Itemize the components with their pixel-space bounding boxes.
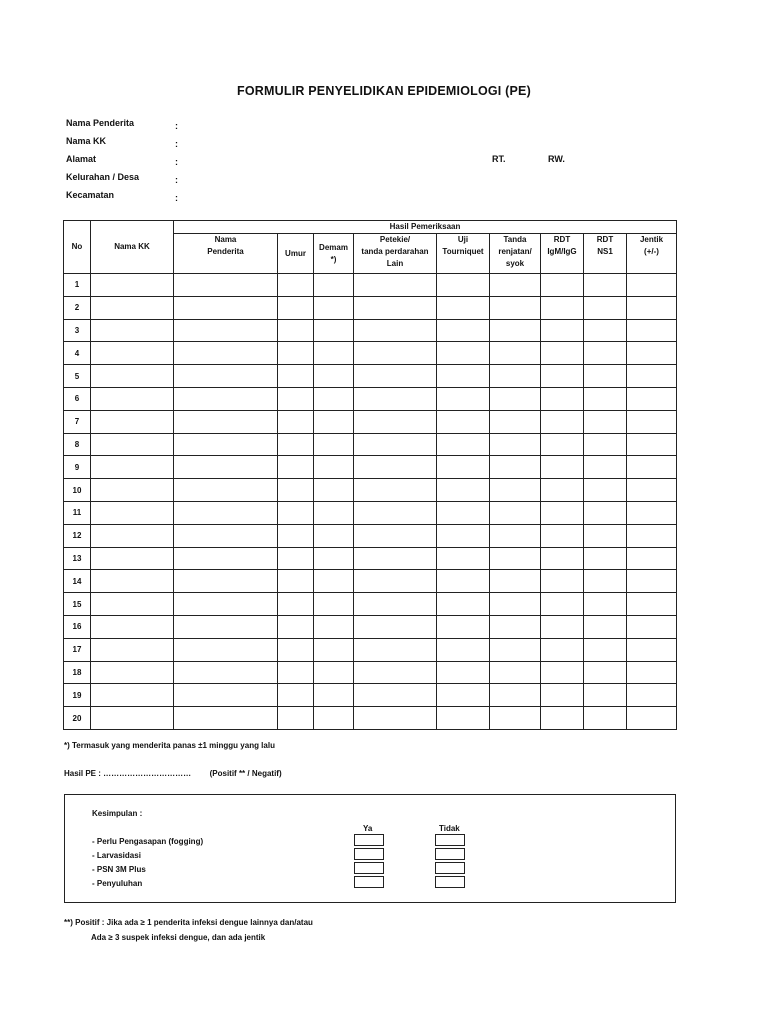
table-cell[interactable]	[490, 274, 541, 297]
table-cell[interactable]	[314, 570, 354, 593]
table-cell[interactable]	[490, 524, 541, 547]
table-cell[interactable]	[437, 456, 490, 479]
table-cell[interactable]	[278, 342, 314, 365]
table-cell[interactable]	[584, 274, 627, 297]
table-cell[interactable]	[174, 319, 278, 342]
table-row	[64, 615, 677, 638]
field-colon: :	[175, 175, 178, 185]
table-cell[interactable]	[174, 456, 278, 479]
field-colon: :	[175, 121, 178, 131]
table-cell[interactable]	[627, 274, 677, 297]
kesimpulan-item-penyuluhan: - Penyuluhan	[92, 879, 143, 888]
row-number: 11	[64, 501, 91, 524]
field-nama-kk	[66, 136, 686, 154]
row-number: 17	[64, 638, 91, 661]
table-cell[interactable]	[278, 433, 314, 456]
table-cell[interactable]	[627, 410, 677, 433]
table-cell[interactable]	[91, 342, 174, 365]
table-cell[interactable]	[541, 319, 584, 342]
row-number: 4	[64, 342, 91, 365]
pe-table	[63, 220, 677, 730]
table-cell[interactable]	[354, 570, 437, 593]
table-cell[interactable]	[174, 615, 278, 638]
table-cell[interactable]	[354, 319, 437, 342]
table-cell[interactable]	[541, 615, 584, 638]
table-row	[64, 501, 677, 524]
table-cell[interactable]	[91, 661, 174, 684]
table-cell[interactable]	[541, 479, 584, 502]
kesimpulan-item-fogging: - Perlu Pengasapan (fogging)	[92, 837, 204, 846]
table-cell[interactable]	[627, 456, 677, 479]
table-cell[interactable]	[314, 501, 354, 524]
table-cell[interactable]	[584, 593, 627, 616]
table-cell[interactable]	[278, 615, 314, 638]
table-cell[interactable]	[584, 296, 627, 319]
table-cell[interactable]	[278, 547, 314, 570]
table-cell[interactable]	[354, 615, 437, 638]
table-cell[interactable]	[314, 707, 354, 730]
table-row	[64, 661, 677, 684]
table-cell[interactable]	[490, 501, 541, 524]
table-row	[64, 479, 677, 502]
checkbox-ya-larvasidasi[interactable]	[354, 848, 384, 860]
table-cell[interactable]	[490, 296, 541, 319]
table-cell[interactable]	[627, 365, 677, 388]
table-row	[64, 319, 677, 342]
table-cell[interactable]	[354, 593, 437, 616]
header-tanda-renjatan: Tanda renjatan/ syok	[490, 234, 541, 274]
table-cell[interactable]	[437, 501, 490, 524]
table-cell[interactable]	[91, 615, 174, 638]
header-rdt-ns1: RDT NS1	[584, 234, 627, 274]
row-number: 19	[64, 684, 91, 707]
table-cell[interactable]	[354, 684, 437, 707]
checkbox-ya-fogging[interactable]	[354, 834, 384, 846]
table-cell[interactable]	[278, 274, 314, 297]
table-cell[interactable]	[541, 638, 584, 661]
table-cell[interactable]	[627, 570, 677, 593]
table-row	[64, 342, 677, 365]
header-demam: Demam *)	[314, 234, 354, 274]
checkbox-tidak-larvasidasi[interactable]	[435, 848, 465, 860]
table-cell[interactable]	[490, 707, 541, 730]
table-cell[interactable]	[174, 479, 278, 502]
table-cell[interactable]	[174, 684, 278, 707]
table-cell[interactable]	[541, 707, 584, 730]
table-cell[interactable]	[584, 501, 627, 524]
table-cell[interactable]	[541, 593, 584, 616]
table-cell[interactable]	[490, 638, 541, 661]
table-cell[interactable]	[584, 615, 627, 638]
table-cell[interactable]	[437, 433, 490, 456]
table-cell[interactable]	[584, 547, 627, 570]
header-no: No	[64, 221, 91, 274]
table-cell[interactable]	[584, 638, 627, 661]
field-kecamatan	[66, 190, 686, 208]
table-cell[interactable]	[174, 410, 278, 433]
table-cell[interactable]	[314, 433, 354, 456]
table-cell[interactable]	[354, 387, 437, 410]
field-rw-label: RW.	[548, 154, 565, 164]
field-label: Kecamatan	[66, 190, 115, 200]
row-number: 10	[64, 479, 91, 502]
table-cell[interactable]	[437, 570, 490, 593]
table-cell[interactable]	[314, 615, 354, 638]
hasil-pe-label: Hasil PE :	[64, 769, 101, 778]
table-cell[interactable]	[278, 661, 314, 684]
table-cell[interactable]	[627, 433, 677, 456]
table-row	[64, 410, 677, 433]
table-cell[interactable]	[91, 501, 174, 524]
table-cell[interactable]	[437, 365, 490, 388]
table-cell[interactable]	[91, 387, 174, 410]
table-cell[interactable]	[541, 365, 584, 388]
table-cell[interactable]	[490, 456, 541, 479]
table-cell[interactable]	[627, 479, 677, 502]
table-cell[interactable]	[584, 365, 627, 388]
table-row	[64, 433, 677, 456]
table-cell[interactable]	[627, 707, 677, 730]
table-cell[interactable]	[490, 593, 541, 616]
table-cell[interactable]	[278, 684, 314, 707]
table-cell[interactable]	[584, 410, 627, 433]
field-kelurahan	[66, 172, 686, 190]
row-number: 18	[64, 661, 91, 684]
table-cell[interactable]	[490, 365, 541, 388]
footnote-demam: *) Termasuk yang menderita panas ±1 minggu yang lalu	[64, 741, 275, 750]
header-petekie: Petekie/ tanda perdarahan Lain	[354, 234, 437, 274]
field-rt-label: RT.	[492, 154, 506, 164]
table-cell[interactable]	[437, 296, 490, 319]
row-number: 14	[64, 570, 91, 593]
table-cell[interactable]	[584, 570, 627, 593]
kesimpulan-title: Kesimpulan :	[92, 809, 143, 818]
table-cell[interactable]	[627, 593, 677, 616]
table-cell[interactable]	[174, 661, 278, 684]
table-cell[interactable]	[174, 501, 278, 524]
table-cell[interactable]	[91, 274, 174, 297]
table-cell[interactable]	[490, 615, 541, 638]
row-number: 2	[64, 296, 91, 319]
table-cell[interactable]	[541, 456, 584, 479]
table-row	[64, 707, 677, 730]
table-row	[64, 638, 677, 661]
table-row	[64, 684, 677, 707]
table-cell[interactable]	[437, 524, 490, 547]
field-label: Nama Penderita	[66, 118, 135, 128]
table-cell[interactable]	[278, 296, 314, 319]
table-cell[interactable]	[437, 274, 490, 297]
table-cell[interactable]	[541, 410, 584, 433]
table-cell[interactable]	[490, 684, 541, 707]
table-cell[interactable]	[278, 501, 314, 524]
table-row	[64, 570, 677, 593]
table-cell[interactable]	[541, 433, 584, 456]
table-cell[interactable]	[490, 433, 541, 456]
table-cell[interactable]	[584, 433, 627, 456]
table-cell[interactable]	[91, 479, 174, 502]
table-cell[interactable]	[354, 274, 437, 297]
table-cell[interactable]	[354, 661, 437, 684]
row-number: 12	[64, 524, 91, 547]
table-cell[interactable]	[91, 570, 174, 593]
table-cell[interactable]	[278, 593, 314, 616]
table-cell[interactable]	[490, 570, 541, 593]
field-label: Kelurahan / Desa	[66, 172, 140, 182]
kesimpulan-item-psn: - PSN 3M Plus	[92, 865, 146, 874]
table-cell[interactable]	[314, 456, 354, 479]
table-cell[interactable]	[174, 342, 278, 365]
table-cell[interactable]	[627, 501, 677, 524]
table-cell[interactable]	[314, 524, 354, 547]
table-cell[interactable]	[174, 707, 278, 730]
table-cell[interactable]	[174, 593, 278, 616]
table-cell[interactable]	[174, 547, 278, 570]
kesimpulan-tidak-header: Tidak	[439, 824, 460, 833]
table-cell[interactable]	[627, 547, 677, 570]
table-cell[interactable]	[437, 707, 490, 730]
field-nama-penderita	[66, 118, 686, 136]
table-cell[interactable]	[174, 570, 278, 593]
table-cell[interactable]	[314, 387, 354, 410]
table-cell[interactable]	[354, 707, 437, 730]
row-number: 1	[64, 274, 91, 297]
table-cell[interactable]	[314, 274, 354, 297]
table-cell[interactable]	[91, 684, 174, 707]
table-cell[interactable]	[314, 638, 354, 661]
header-rdt-igm-igg: RDT IgM/IgG	[541, 234, 584, 274]
table-cell[interactable]	[437, 615, 490, 638]
table-cell[interactable]	[437, 684, 490, 707]
table-cell[interactable]	[354, 342, 437, 365]
table-cell[interactable]	[278, 365, 314, 388]
table-cell[interactable]	[91, 707, 174, 730]
row-number: 20	[64, 707, 91, 730]
table-cell[interactable]	[541, 501, 584, 524]
table-cell[interactable]	[541, 570, 584, 593]
hasil-pe-options: (Positif ** / Negatif)	[209, 769, 282, 778]
table-cell[interactable]	[314, 410, 354, 433]
table-cell[interactable]	[627, 661, 677, 684]
table-cell[interactable]	[174, 638, 278, 661]
table-cell[interactable]	[278, 638, 314, 661]
table-cell[interactable]	[627, 319, 677, 342]
table-cell[interactable]	[437, 319, 490, 342]
table-cell[interactable]	[627, 387, 677, 410]
field-alamat	[66, 154, 686, 172]
table-cell[interactable]	[354, 524, 437, 547]
table-cell[interactable]	[627, 296, 677, 319]
footnote-positif-line2: Ada ≥ 3 suspek infeksi dengue, dan ada jentik	[91, 933, 266, 942]
row-number: 16	[64, 615, 91, 638]
table-cell[interactable]	[490, 342, 541, 365]
footnote-positif-line1: **) Positif : Jika ada ≥ 1 penderita infeksi dengue lainnya dan/atau	[64, 918, 313, 927]
table-cell[interactable]	[278, 319, 314, 342]
table-cell[interactable]	[584, 684, 627, 707]
row-number: 8	[64, 433, 91, 456]
row-number: 9	[64, 456, 91, 479]
table-cell[interactable]	[354, 501, 437, 524]
table-cell[interactable]	[584, 661, 627, 684]
table-cell[interactable]	[541, 274, 584, 297]
table-cell[interactable]	[91, 638, 174, 661]
table-cell[interactable]	[278, 707, 314, 730]
table-cell[interactable]	[91, 524, 174, 547]
table-cell[interactable]	[584, 456, 627, 479]
table-cell[interactable]	[541, 547, 584, 570]
table-cell[interactable]	[437, 479, 490, 502]
kesimpulan-item-larvasidasi: - Larvasidasi	[92, 851, 141, 860]
kesimpulan-box	[64, 794, 676, 903]
table-cell[interactable]	[91, 365, 174, 388]
table-row	[64, 274, 677, 297]
header-uji-tourniquet: Uji Tourniquet	[437, 234, 490, 274]
table-cell[interactable]	[437, 638, 490, 661]
table-cell[interactable]	[584, 479, 627, 502]
table-cell[interactable]	[541, 342, 584, 365]
hasil-pe	[64, 769, 282, 778]
header-nama-kk: Nama KK	[91, 221, 174, 274]
field-label: Alamat	[66, 154, 97, 164]
table-cell[interactable]	[314, 661, 354, 684]
table-cell[interactable]	[278, 524, 314, 547]
table-cell[interactable]	[584, 319, 627, 342]
table-cell[interactable]	[314, 319, 354, 342]
table-row	[64, 524, 677, 547]
table-row	[64, 593, 677, 616]
row-number: 15	[64, 593, 91, 616]
table-cell[interactable]	[354, 456, 437, 479]
row-number: 3	[64, 319, 91, 342]
table-row	[64, 296, 677, 319]
table-cell[interactable]	[490, 479, 541, 502]
header-nama-penderita: Nama Penderita	[174, 234, 278, 274]
table-cell[interactable]	[354, 479, 437, 502]
table-cell[interactable]	[278, 456, 314, 479]
checkbox-ya-penyuluhan[interactable]	[354, 876, 384, 888]
table-cell[interactable]	[354, 638, 437, 661]
table-cell[interactable]	[314, 593, 354, 616]
checkbox-tidak-penyuluhan[interactable]	[435, 876, 465, 888]
table-cell[interactable]	[314, 296, 354, 319]
checkbox-tidak-psn[interactable]	[435, 862, 465, 874]
table-cell[interactable]	[278, 479, 314, 502]
table-cell[interactable]	[490, 319, 541, 342]
table-cell[interactable]	[314, 342, 354, 365]
table-cell[interactable]	[437, 547, 490, 570]
table-cell[interactable]	[437, 661, 490, 684]
table-cell[interactable]	[174, 524, 278, 547]
table-cell[interactable]	[91, 319, 174, 342]
row-number: 13	[64, 547, 91, 570]
row-number: 5	[64, 365, 91, 388]
table-cell[interactable]	[91, 547, 174, 570]
table-cell[interactable]	[584, 524, 627, 547]
table-cell[interactable]	[437, 387, 490, 410]
table-cell[interactable]	[490, 410, 541, 433]
table-cell[interactable]	[314, 365, 354, 388]
row-number: 6	[64, 387, 91, 410]
patient-fields	[66, 118, 686, 208]
table-cell[interactable]	[91, 593, 174, 616]
table-cell[interactable]	[541, 684, 584, 707]
table-cell[interactable]	[584, 707, 627, 730]
table-row	[64, 547, 677, 570]
table-row	[64, 456, 677, 479]
table-cell[interactable]	[584, 387, 627, 410]
hasil-pe-blank[interactable]: ……………………………	[103, 769, 192, 778]
table-cell[interactable]	[490, 387, 541, 410]
table-cell[interactable]	[91, 410, 174, 433]
table-cell[interactable]	[91, 433, 174, 456]
table-row	[64, 365, 677, 388]
table-cell[interactable]	[354, 433, 437, 456]
table-cell[interactable]	[437, 593, 490, 616]
table-cell[interactable]	[627, 684, 677, 707]
table-cell[interactable]	[354, 547, 437, 570]
table-cell[interactable]	[174, 433, 278, 456]
table-cell[interactable]	[354, 410, 437, 433]
table-cell[interactable]	[490, 547, 541, 570]
table-cell[interactable]	[278, 387, 314, 410]
table-cell[interactable]	[174, 365, 278, 388]
table-cell[interactable]	[91, 456, 174, 479]
kesimpulan-ya-header: Ya	[363, 824, 373, 833]
table-cell[interactable]	[91, 296, 174, 319]
table-cell[interactable]	[354, 365, 437, 388]
table-cell[interactable]	[541, 296, 584, 319]
checkbox-ya-psn[interactable]	[354, 862, 384, 874]
footnote-positif	[64, 915, 313, 945]
table-cell[interactable]	[314, 547, 354, 570]
table-row	[64, 387, 677, 410]
table-cell[interactable]	[541, 524, 584, 547]
field-colon: :	[175, 193, 178, 203]
form-title: FORMULIR PENYELIDIKAN EPIDEMIOLOGI (PE)	[237, 84, 531, 98]
table-cell[interactable]	[354, 296, 437, 319]
table-cell[interactable]	[437, 410, 490, 433]
table-cell[interactable]	[314, 479, 354, 502]
table-cell[interactable]	[584, 342, 627, 365]
table-cell[interactable]	[490, 661, 541, 684]
table-cell[interactable]	[314, 684, 354, 707]
header-hasil-pemeriksaan: Hasil Pemeriksaan	[174, 221, 677, 234]
table-cell[interactable]	[541, 387, 584, 410]
table-cell[interactable]	[174, 296, 278, 319]
table-cell[interactable]	[437, 342, 490, 365]
field-label: Nama KK	[66, 136, 107, 146]
table-cell[interactable]	[627, 615, 677, 638]
table-cell[interactable]	[174, 387, 278, 410]
checkbox-tidak-fogging[interactable]	[435, 834, 465, 846]
table-cell[interactable]	[278, 570, 314, 593]
table-cell[interactable]	[278, 410, 314, 433]
table-cell[interactable]	[627, 524, 677, 547]
table-cell[interactable]	[627, 638, 677, 661]
header-jentik: Jentik (+/-)	[627, 234, 677, 274]
table-cell[interactable]	[627, 342, 677, 365]
table-cell[interactable]	[174, 274, 278, 297]
header-umur: Umur	[278, 234, 314, 274]
row-number: 7	[64, 410, 91, 433]
field-colon: :	[175, 139, 178, 149]
table-cell[interactable]	[541, 661, 584, 684]
field-colon: :	[175, 157, 178, 167]
